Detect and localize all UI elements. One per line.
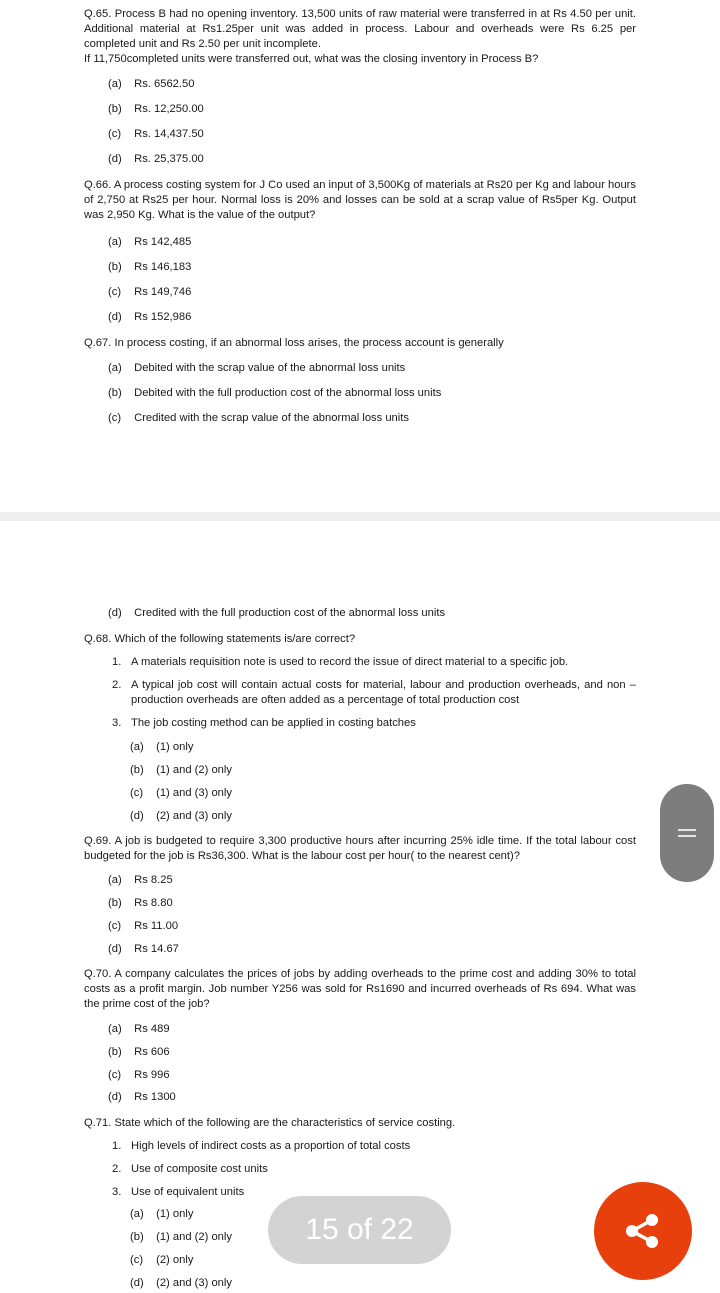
q70-option-d: (d) Rs 1300 <box>108 1091 176 1103</box>
q70-option-b: (b) Rs 606 <box>108 1046 170 1058</box>
q71-option-a: (a) (1) only <box>130 1208 194 1220</box>
q68-option-b: (b) (1) and (2) only <box>130 764 232 776</box>
share-button[interactable] <box>594 1182 692 1280</box>
document-page-15: (d) Credited with the full production cost of the abnormal loss units Q.68. Which of the following statements is/are correct? 1. A materials requisition note is used to record the issue of direct material to a specific job. 2. A typical job cost will contain actual costs for material, labour and production overheads, and non –production overheads are often added as a percentage of total production cost 3. The job costing method can be applied in costing batches (a) (1) only (b) (1) and (2) only (c) (1) and (3) only (d) (2) and (3) only Q.69. A job is budgeted to require 3,300 productive hours after incurring 25% idle time. If the total labour cost budgeted for the job is Rs36,300. What is the labour cost per hour( to the nearest cent)? (a) Rs 8.25 (b) Rs 8.80 (c) Rs 11.00 (d) Rs 14.67 Q.70. A company calculates the prices of jobs by adding overheads to the prime cost and adding 30% to total costs as a profit margin. Job number Y256 was sold for Rs1690 and incurred overheads of Rs 694. What was the prime cost of the job? (a) Rs 489 (b) Rs 606 (c) Rs 996 (d) Rs 1300 Q.71. State which of the following are the characteristics of service costing. 1. High levels of indirect costs as a proportion of total costs 2. Use of composite cost units 3. Use of equivalent units (a) (1) only (b) (1) and (2) only (c) (2) only (d) (2) and (3) only <box>84 607 636 1289</box>
q68-option-a: (a) (1) only <box>130 741 194 753</box>
share-icon <box>594 1182 692 1280</box>
q71-option-b: (b) (1) and (2) only <box>130 1231 232 1243</box>
question-65-text: Q.65. Process B had no opening inventory. 13,500 units of raw material were transferred in at Rs 4.50 per unit. Additional material at Rs1.25per unit was added in process. Labour and overheads were Rs 6.25 per completed unit and Rs 2.50 per unit incomplete. <box>84 8 636 50</box>
scroll-handle[interactable] <box>660 784 714 882</box>
question-65-text-2: If 11,750completed units were transferred out, what was the closing inventory in Process B? <box>84 53 539 65</box>
document-page-14 <box>0 0 720 512</box>
q67-option-c: (c) Credited with the scrap value of the abnormal loss units <box>108 412 409 424</box>
q69-option-b: (b) Rs 8.80 <box>108 897 173 909</box>
q70-option-a: (a) Rs 489 <box>108 1023 170 1035</box>
q65-option-b: (b) Rs. 12,250.00 <box>108 103 204 115</box>
page-separator <box>0 512 720 521</box>
q71-option-c: (c) (2) only <box>130 1254 194 1266</box>
q70-option-c: (c) Rs 996 <box>108 1069 170 1081</box>
q71-option-d: (d) (2) and (3) only <box>130 1277 232 1289</box>
q69-option-d: (d) Rs 14.67 <box>108 943 179 955</box>
q67-option-b: (b) Debited with the full production cost of the abnormal loss units <box>108 387 442 399</box>
q67-option-a: (a) Debited with the scrap value of the abnormal loss units <box>108 362 406 374</box>
q68-option-d: (d) (2) and (3) only <box>130 810 232 822</box>
q66-option-b: (b) Rs 146,183 <box>108 261 192 273</box>
page-indicator: 15 of 22 <box>268 1196 451 1264</box>
q66-option-d: (d) Rs 152,986 <box>108 311 192 323</box>
question-69: Q.69. A job is budgeted to require 3,300 productive hours after incurring 25% idle time. If the total labour cost budgeted for the job is Rs36,300. What is the labour cost per hour( to the nearest cent)? <box>84 835 636 862</box>
q66-option-c: (c) Rs 149,746 <box>108 286 192 298</box>
question-66: Q.66. A process costing system for J Co used an input of 3,500Kg of materials at Rs20 per Kg and labour hours of 2,750 at Rs25 per hour. Normal loss is 20% and losses can be sold at a scrap value of Rs5per Kg. Output was 2,950 Kg. What is the value of the output? <box>84 179 636 221</box>
question-71: Q.71. State which of the following are the characteristics of service costing. <box>84 1117 456 1129</box>
q66-option-a: (a) Rs 142,485 <box>108 236 192 248</box>
question-67: Q.67. In process costing, if an abnormal loss arises, the process account is generally <box>84 337 504 349</box>
question-65 <box>84 7 636 67</box>
q67-option-d: (d) Credited with the full production cost of the abnormal loss units <box>108 607 446 619</box>
q69-option-a: (a) Rs 8.25 <box>108 874 173 886</box>
q68-option-c: (c) (1) and (3) only <box>130 787 232 799</box>
q65-option-d: (d) Rs. 25,375.00 <box>108 153 204 165</box>
question-68: Q.68. Which of the following statements is/are correct? <box>84 633 356 645</box>
question-70: Q.70. A company calculates the prices of jobs by adding overheads to the prime cost and adding 30% to total costs as a profit margin. Job number Y256 was sold for Rs1690 and incurred overheads of Rs 694. What was the prime cost of the job? <box>84 968 636 1010</box>
q69-option-c: (c) Rs 11.00 <box>108 920 179 932</box>
q65-option-a: (a) Rs. 6562.50 <box>108 78 195 90</box>
q65-option-c: (c) Rs. 14,437.50 <box>108 128 204 140</box>
